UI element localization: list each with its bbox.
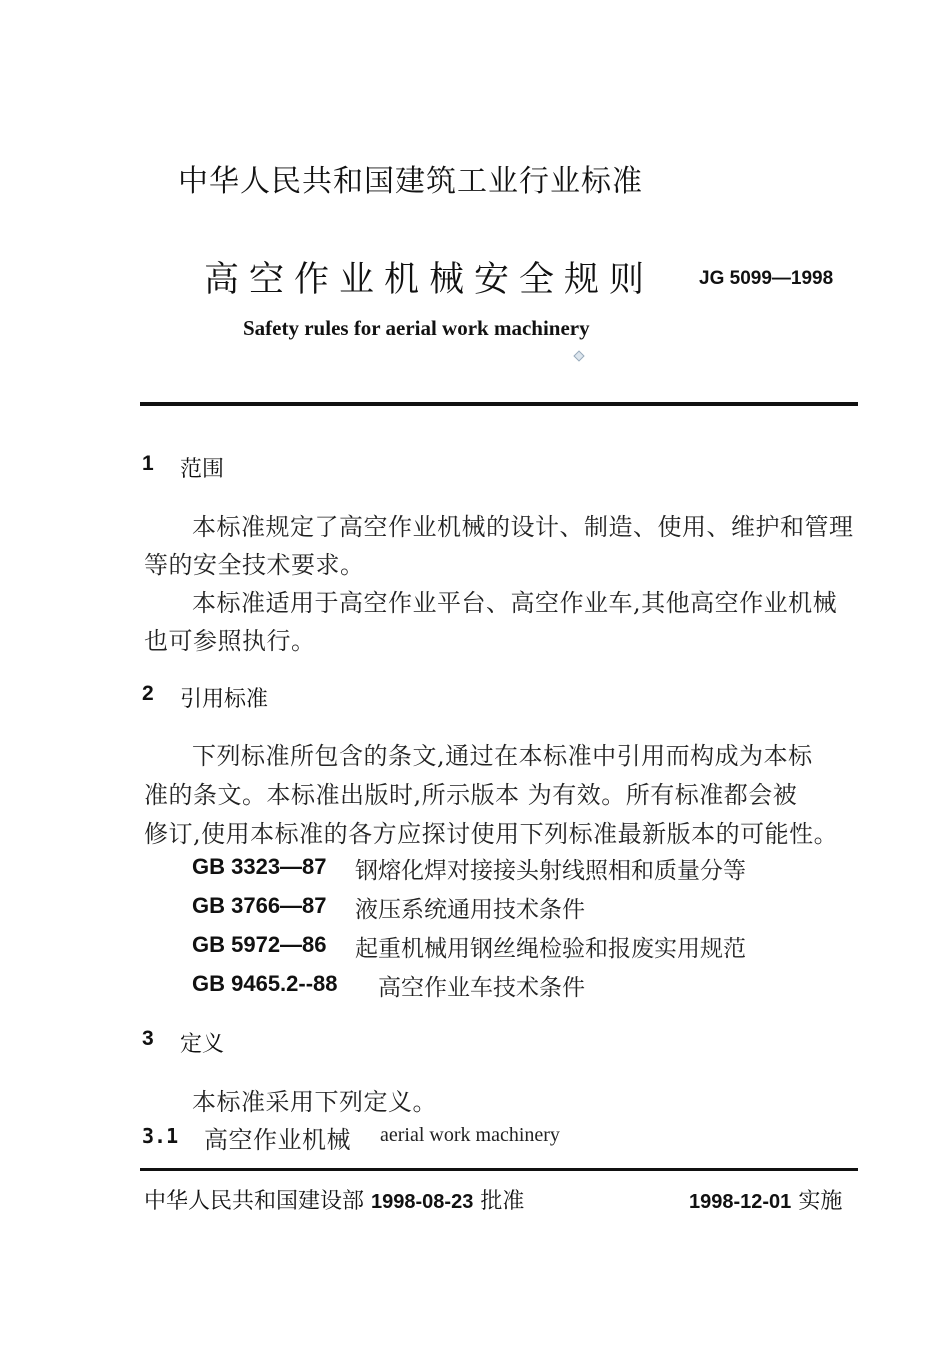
approval-date: 1998-08-23 bbox=[371, 1191, 474, 1213]
section-2-paragraph-line-2: 准的条文。本标准出版时,所示版本 为有效。所有标准都会被 bbox=[144, 781, 798, 809]
reference-code: GB 3766—87 bbox=[192, 893, 327, 918]
document-title-en: Safety rules for aerial work machinery bbox=[243, 316, 590, 340]
section-1-number: 1 bbox=[142, 452, 154, 475]
effective-label: 实施 bbox=[798, 1189, 843, 1214]
reference-code: GB 9465.2--88 bbox=[192, 971, 338, 996]
definition-3-1-number: 3.1 bbox=[142, 1124, 179, 1148]
footer-approval bbox=[144, 1184, 524, 1215]
effective-date: 1998-12-01 bbox=[689, 1191, 792, 1213]
document-title-cn: 高空作业机械安全规则 bbox=[204, 260, 655, 300]
section-1-paragraph-1-line-1: 本标准规定了高空作业机械的设计、制造、使用、维护和管理 bbox=[192, 513, 854, 541]
section-3-paragraph: 本标准采用下列定义。 bbox=[192, 1088, 437, 1116]
reference-title: 起重机械用钢丝绳检验和报废实用规范 bbox=[355, 936, 746, 962]
reference-title: 钢熔化焊对接接头射线照相和质量分等 bbox=[355, 858, 746, 884]
diamond-mark-icon bbox=[573, 350, 584, 361]
ministry-standard-heading: 中华人民共和国建筑工业行业标准 bbox=[178, 164, 643, 199]
reference-title: 液压系统通用技术条件 bbox=[355, 897, 585, 923]
section-2-title: 引用标准 bbox=[180, 687, 269, 712]
reference-code: GB 3323—87 bbox=[192, 854, 327, 879]
section-2-paragraph-line-1: 下列标准所包含的条文,通过在本标准中引用而构成为本标 bbox=[192, 742, 813, 770]
section-1-paragraph-2-line-1: 本标准适用于高空作业平台、高空作业车,其他高空作业机械 bbox=[192, 589, 838, 617]
section-3-number: 3 bbox=[142, 1027, 154, 1050]
section-2-number: 2 bbox=[142, 682, 154, 705]
definition-3-1-term-en: aerial work machinery bbox=[380, 1124, 560, 1146]
approval-label: 批准 bbox=[480, 1189, 525, 1214]
definition-3-1-term-cn: 高空作业机械 bbox=[204, 1126, 351, 1154]
reference-title: 高空作业车技术条件 bbox=[378, 975, 585, 1001]
issuer: 中华人民共和国建设部 bbox=[144, 1189, 365, 1214]
reference-code: GB 5972—86 bbox=[192, 932, 327, 957]
section-2-paragraph-line-3: 修订,使用本标准的各方应探讨使用下列标准最新版本的可能性。 bbox=[144, 820, 839, 848]
section-1-title: 范围 bbox=[180, 457, 225, 482]
standard-code: JG 5099—1998 bbox=[699, 268, 834, 289]
header-divider bbox=[140, 402, 858, 406]
section-1-paragraph-2-line-2: 也可参照执行。 bbox=[144, 627, 316, 655]
section-1-paragraph-1-line-2: 等的安全技术要求。 bbox=[144, 551, 365, 579]
footer-divider bbox=[140, 1168, 858, 1171]
section-3-title: 定义 bbox=[180, 1032, 225, 1057]
footer-effective bbox=[689, 1184, 842, 1215]
